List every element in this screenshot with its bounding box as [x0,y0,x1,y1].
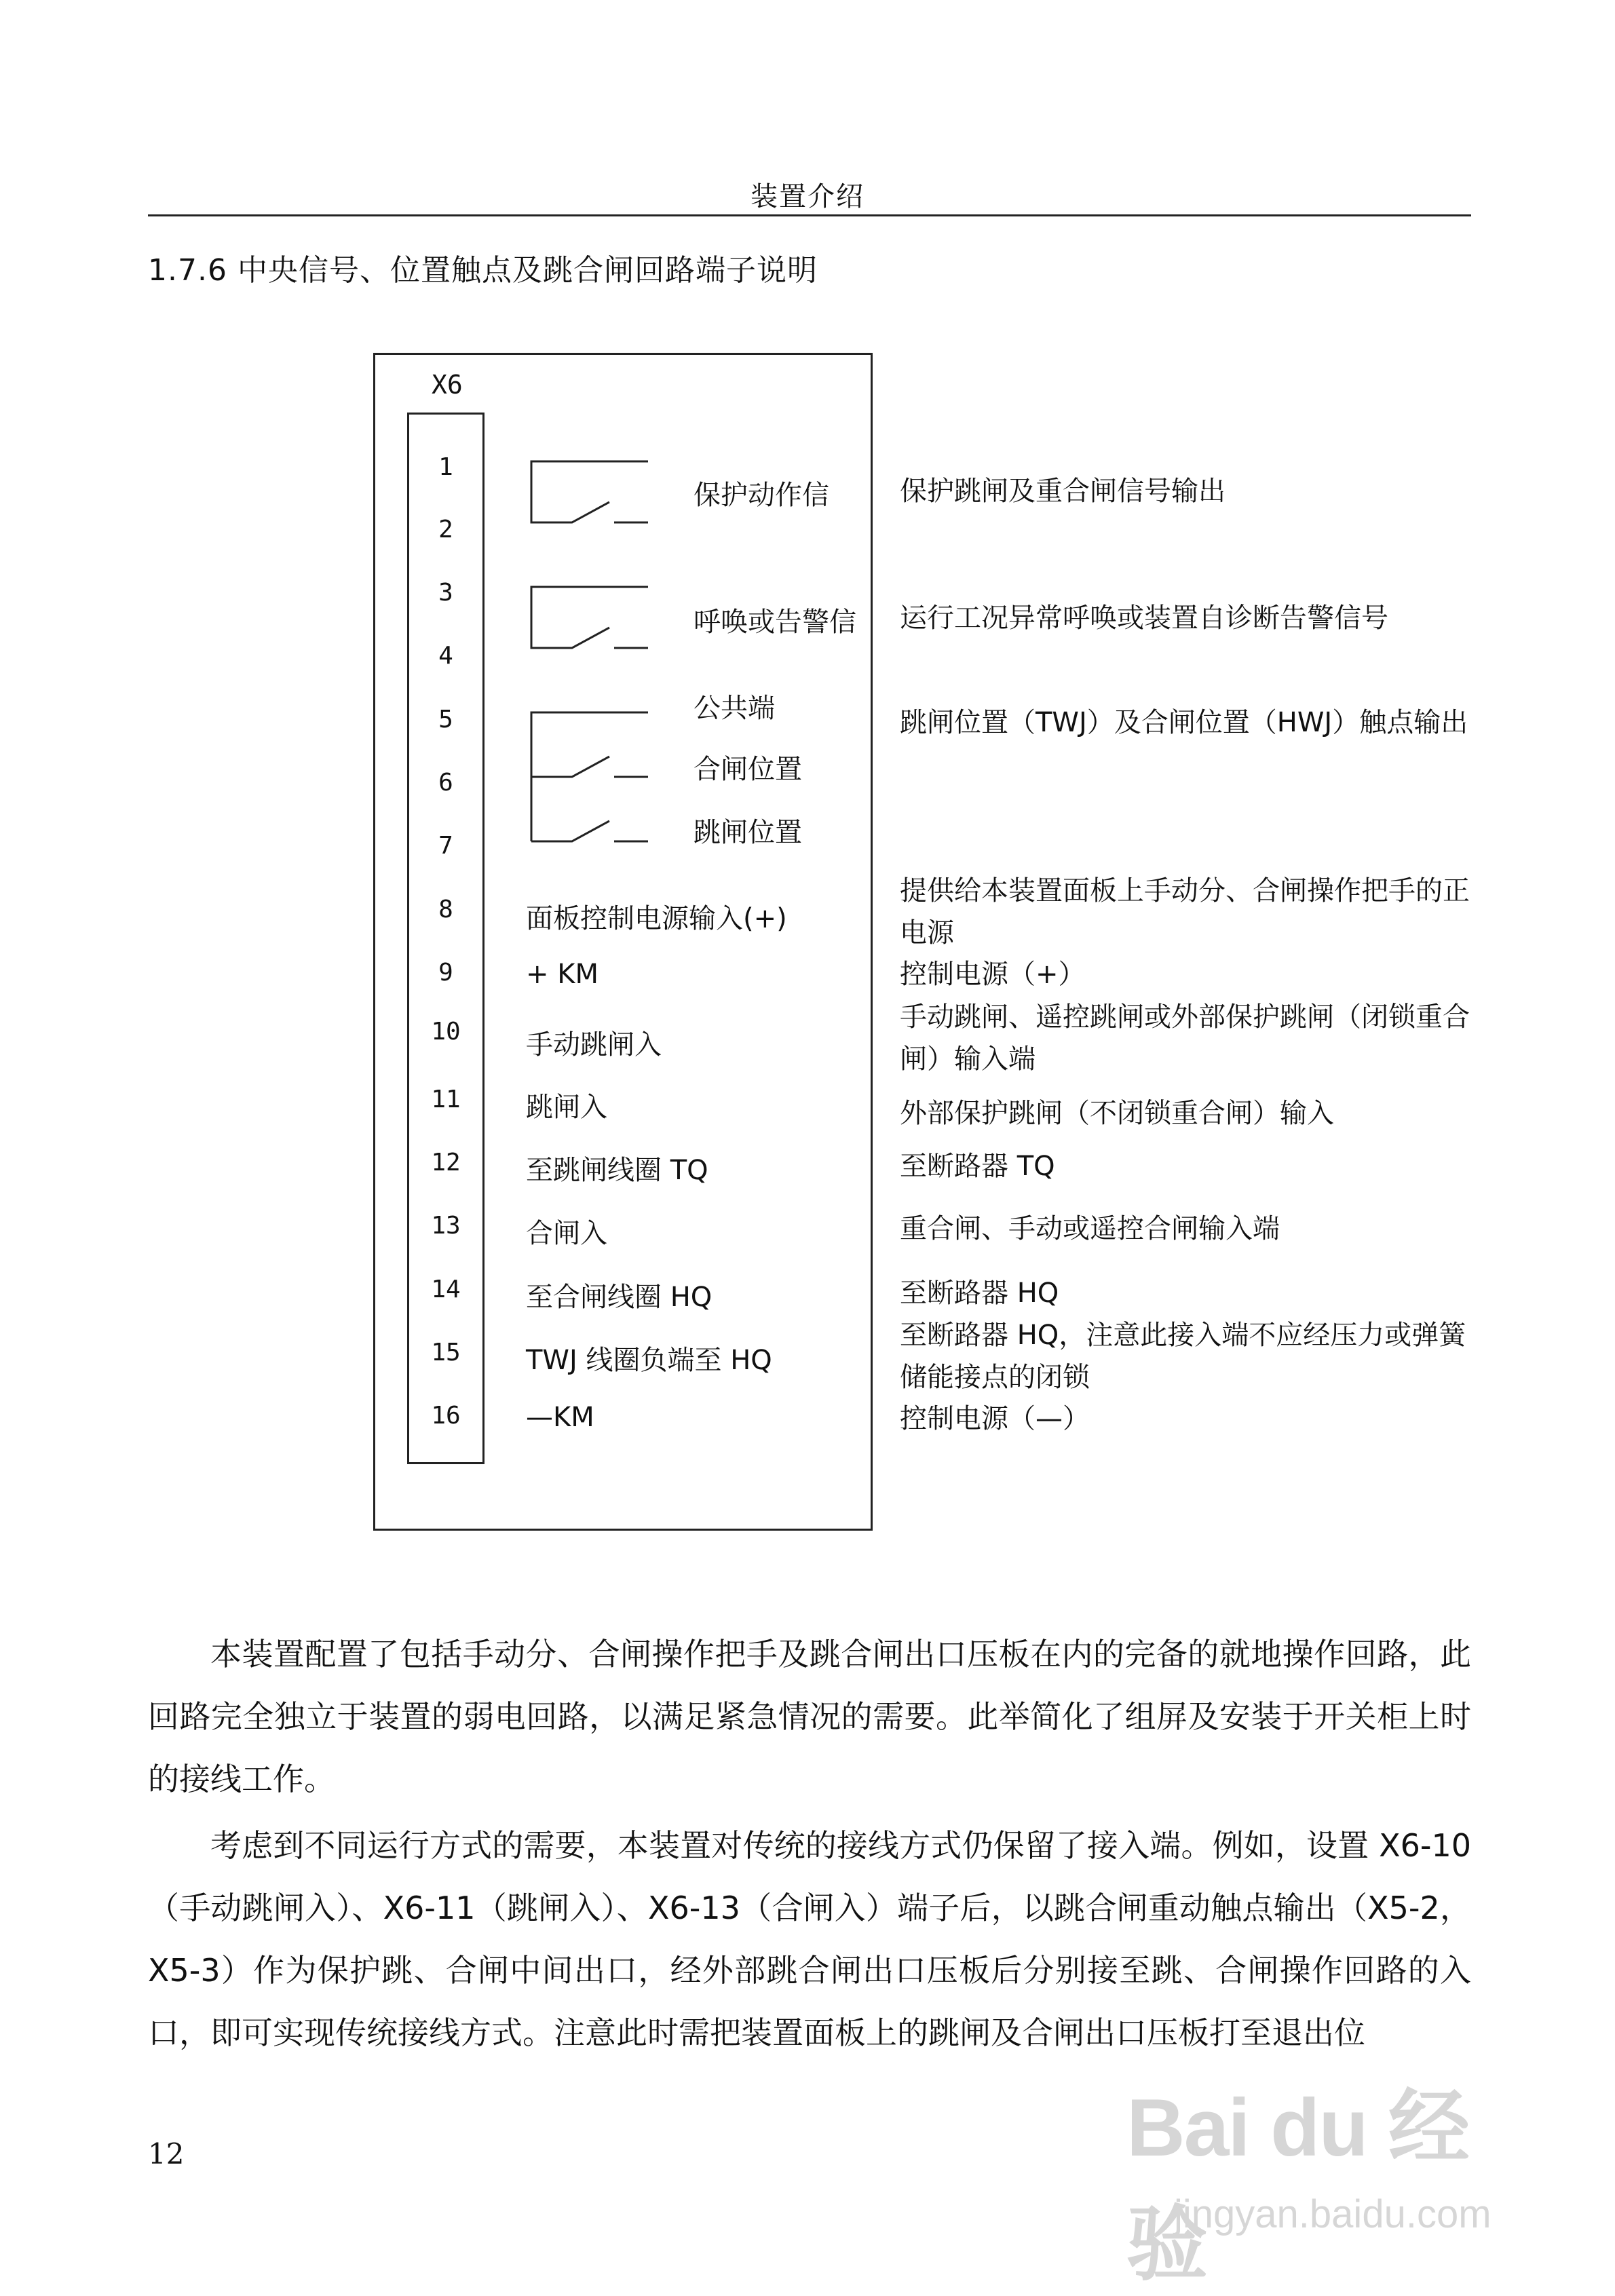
terminal-description: 重合闸、手动或遥控合闸输入端 [900,1213,1280,1244]
contact-label: 公共端 [694,693,775,724]
header-rule [148,214,1471,216]
pin-number: 16 [431,1402,461,1430]
contact-label: 跳闸位置 [694,817,802,848]
terminal-label: —KM [526,1402,594,1433]
body-paragraph: 考虑到不同运行方式的需要，本装置对传统的接线方式仍保留了接入端。例如，设置 X6-10（手动跳闸入）、X6-11（跳闸入）、X6-13（合闸入）端子后，以跳合闸重动触点输出（X5-2，X5-3）作为保护跳、合闸中间出口，经外部跳合闸出口压板后分别接至跳、合闸操作回路的入口，即可实现传统接线方式。注意此时需把装置面板上的跳闸及合闸出口压板打至退出位 [148,1827,1471,2051]
terminal-label: + KM [526,959,598,990]
baidu-watermark [1126,2063,1547,2290]
pin-number: 4 [438,642,453,670]
terminal-description: 控制电源（—） [900,1403,1090,1434]
pin-number: 13 [431,1212,461,1240]
pin-number: 15 [431,1339,461,1366]
terminal-label: TWJ 线圈负端至 HQ [526,1345,772,1376]
terminal-label: 面板控制电源输入(+) [526,903,787,934]
pin-number: 8 [438,896,453,923]
watermark-logo: Bai du 经验 [1126,2082,1469,2290]
page-number: 12 [148,2137,185,2170]
terminal-label: 至跳闸线圈 TQ [526,1155,708,1186]
terminal-label: 手动跳闸入 [526,1029,662,1060]
pin-number: 7 [438,832,453,860]
contact-label: 合闸位置 [694,754,802,785]
terminal-description: 至断路器 HQ，注意此接入端不应经压力或弹簧储能接点的闭锁 [900,1320,1466,1393]
pin-number: 5 [438,706,453,733]
terminal-description: 至断路器 HQ [900,1278,1059,1309]
contact-label: 呼唤或告警信 [694,607,856,638]
terminal-label: 跳闸入 [526,1092,607,1123]
terminal-description: 至断路器 TQ [900,1151,1055,1182]
pin-number: 9 [438,959,453,987]
section-heading: 1.7.6 中央信号、位置触点及跳合闸回路端子说明 [148,253,818,288]
watermark-url: jingyan.baidu.com [1174,2192,1492,2236]
terminal-strip [407,413,484,1464]
pin-number: 12 [431,1149,461,1176]
contact-label: 保护动作信 [694,480,829,511]
terminal-description: 控制电源（+） [900,959,1086,990]
pin-number: 1 [438,453,453,481]
terminal-description: 手动跳闸、遥控跳闸或外部保护跳闸（闭锁重合闸）输入端 [900,1001,1470,1075]
pin-number: 3 [438,579,453,607]
terminal-description: 外部保护跳闸（不闭锁重合闸）输入 [900,1098,1334,1129]
terminal-description: 运行工况异常呼唤或装置自诊断告警信号 [900,602,1388,634]
terminal-label: 合闸入 [526,1218,607,1249]
terminal-description: 提供给本装置面板上手动分、合闸操作把手的正电源 [900,875,1470,949]
pin-number: 2 [438,516,453,543]
pin-number: 10 [431,1018,461,1046]
pin-number: 11 [431,1086,461,1113]
terminal-description: 保护跳闸及重合闸信号输出 [900,476,1226,507]
terminal-block-label: X6 [432,370,463,400]
running-header: 装置介绍 [750,181,864,212]
pin-number: 6 [438,769,453,797]
pin-number: 14 [431,1276,461,1303]
terminal-description: 跳闸位置（TWJ）及合闸位置（HWJ）触点输出 [900,707,1468,738]
body-paragraph: 本装置配置了包括手动分、合闸操作把手及跳合闸出口压板在内的完备的就地操作回路，此回路完全独立于装置的弱电回路，以满足紧急情况的需要。此举简化了组屏及安装于开关柜上时的接线工作。 [148,1636,1471,1797]
terminal-label: 至合闸线圈 HQ [526,1282,712,1313]
